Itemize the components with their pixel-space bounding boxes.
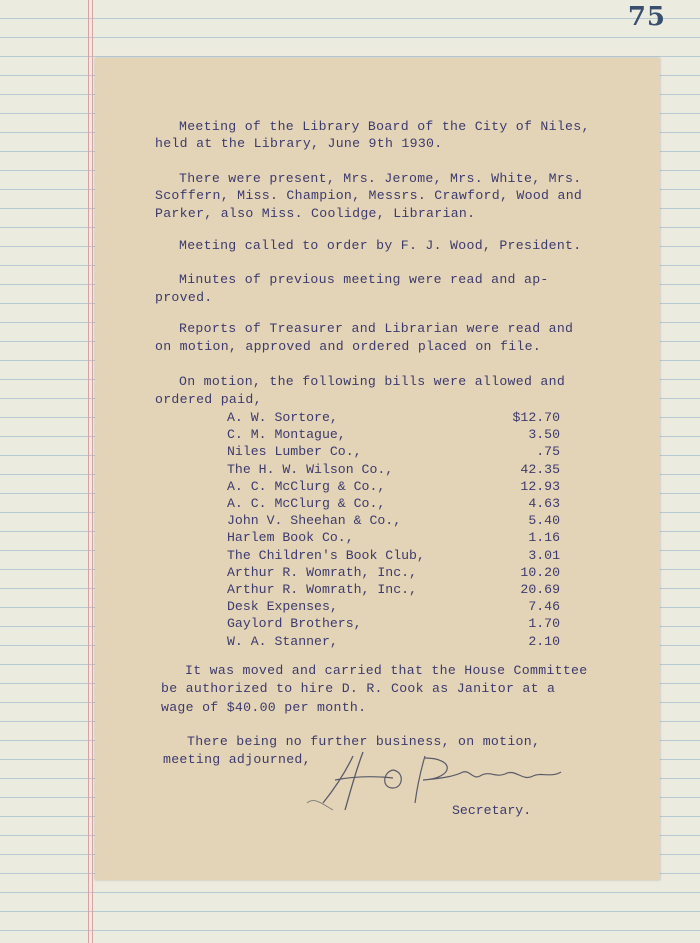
bill-amount: 10.20 — [520, 564, 560, 580]
bill-amount: 42.35 — [520, 461, 560, 477]
reports-line: on motion, approved and ordered placed on file. — [155, 339, 542, 354]
page-number: 75 — [627, 2, 666, 32]
present-line: Scoffern, Miss. Champion, Messrs. Crawford, Wood and — [155, 188, 583, 203]
minutes-read-line: proved. — [155, 290, 213, 305]
bill-payee: Desk Expenses, — [227, 599, 338, 615]
bill-amount: 12.93 — [520, 478, 560, 494]
bill-payee: Gaylord Brothers, — [227, 616, 362, 632]
bills-intro-line: On motion, the following bills were allowed and — [179, 374, 566, 389]
bill-amount: 7.46 — [528, 599, 560, 615]
bill-payee: Arthur R. Womrath, Inc., — [227, 582, 417, 597]
bill-payee: C. M. Montague, — [227, 427, 346, 443]
called-to-order-line: Meeting called to order by F. J. Wood, President. — [179, 238, 582, 253]
secretary-title: Secretary. — [452, 803, 532, 818]
ledger-margin-line — [92, 0, 93, 943]
bill-payee: Harlem Book Co., — [227, 530, 354, 546]
typed-minutes-sheet — [95, 58, 660, 880]
bill-amount: 3.50 — [528, 427, 560, 443]
bill-amount: 20.69 — [520, 582, 560, 597]
ledger-margin-line — [88, 0, 89, 943]
bill-payee: Arthur R. Womrath, Inc., — [227, 564, 417, 580]
bill-amount: 1.16 — [528, 530, 560, 546]
house-committee-line: It was moved and carried that the House Committee — [185, 663, 588, 678]
heading-line: held at the Library, June 9th 1930. — [155, 136, 443, 151]
heading-line: Meeting of the Library Board of the City of Niles, — [179, 119, 590, 134]
bill-amount: 1.70 — [528, 616, 560, 632]
bill-payee: W. A. Stanner, — [227, 633, 338, 649]
minutes-read-line: Minutes of previous meeting were read and ap- — [179, 272, 549, 287]
reports-line: Reports of Treasurer and Librarian were read and — [179, 321, 574, 336]
bills-intro-line: ordered paid, — [155, 392, 262, 407]
bill-payee: John V. Sheehan & Co., — [227, 513, 402, 529]
handwritten-signature — [305, 748, 595, 818]
bill-payee: Niles Lumber Co., — [227, 444, 362, 460]
bill-amount: 4.63 — [528, 496, 560, 511]
bill-payee: The Children's Book Club, — [227, 547, 425, 563]
bill-payee: A. C. McClurg & Co., — [227, 478, 386, 494]
bill-payee: A. C. McClurg & Co., — [227, 496, 386, 511]
present-line: There were present, Mrs. Jerome, Mrs. White, Mrs. — [179, 171, 582, 186]
bill-amount: 3.01 — [528, 547, 560, 563]
adjourn-line: meeting adjourned, — [163, 752, 311, 767]
present-line: Parker, also Miss. Coolidge, Librarian. — [155, 206, 476, 221]
bill-amount: $12.70 — [512, 410, 560, 425]
bill-payee: The H. W. Wilson Co., — [227, 461, 394, 477]
house-committee-line: wage of $40.00 per month. — [161, 700, 367, 715]
adjourn-line: There being no further business, on motion, — [187, 734, 541, 749]
house-committee-line: be authorized to hire D. R. Cook as Janitor at a — [161, 681, 556, 696]
bill-amount: .75 — [536, 444, 560, 460]
bill-amount: 5.40 — [528, 513, 560, 529]
bill-amount: 2.10 — [528, 633, 560, 649]
bill-payee: A. W. Sortore, — [227, 410, 338, 425]
